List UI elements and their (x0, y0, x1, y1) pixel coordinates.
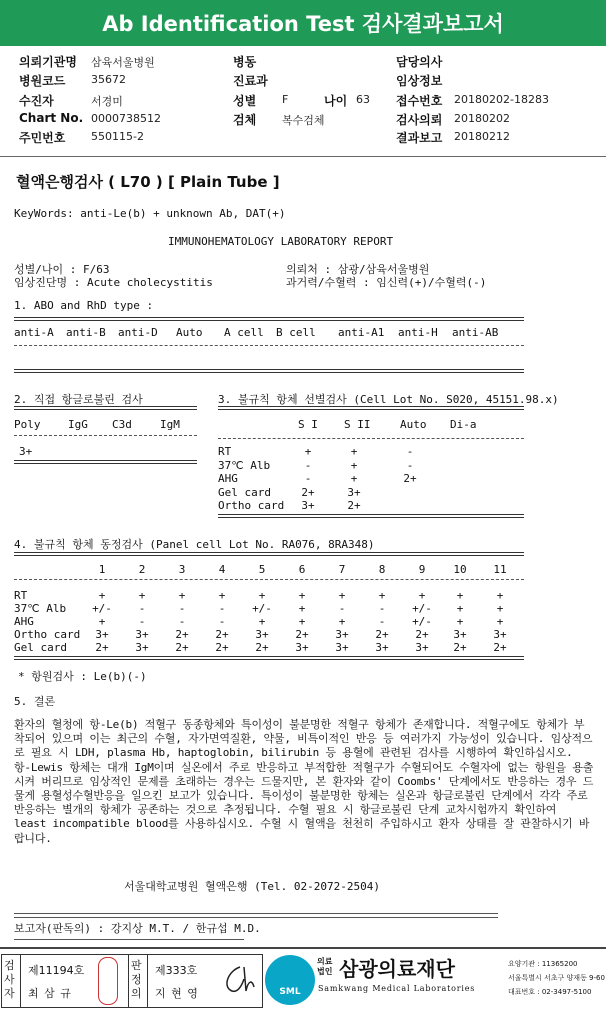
panel-cell: + (456, 589, 464, 602)
panel-cell: - (378, 602, 386, 615)
sex-age: 성별/나이 : F/63 (14, 263, 110, 276)
panel-cell: 3+ (135, 641, 149, 654)
requester: 의뢰처 : 삼광/삼육서울병원 (286, 263, 430, 276)
conclusion-text: 환자의 혈청에 항-Le(b) 적혈구 동종항체와 특이성이 불분명한 적혈구 항체가 존재합니다. 적혈구에도 항체가 부착되어 있으며 이는 최근의 수혈, 자가면역질환, 약물, 비특이적인 반응 등 여러가지 가능성이 있습니다. 임상적으로 필요 시 LDH, plasma Hb, haptoglobin, bilirubin 등 용혈에 관련된 검사를 시행하여 확인하십시오. 항-Lewis 항체는 대개 IgM이며 실온에서 주로 반응하고 부적합한 적혈구가 수혈되어도 수혈자에 없는 항원을 용출시켜 버리므로 임상적인 문제를 초래하는 경우는 드물지만, 본 환자와 같이 Coombs' 단계에서도 반응하는 경우 드물게 용혈성수혈반응을 일으킨 보고가 있습니다. 특이성이 불분명한 항체는 실온과 항글로불린 단계에서 각각 주로 반응하는 별개의 항체가 공존하는 것으로 추정됩니다. 수혈 필요 시 항글로불린 단계 교차시험까지 확인하여 least incompatible blood를 사용하십시오. 수혈 시 혈액을 천천히 주입하시고 환자 상태를 잘 관찰하시기 바랍니다. (14, 718, 594, 845)
panel-cell: + (98, 589, 106, 602)
panel-row-label: AHG (14, 615, 34, 628)
screen-cell: 3+ (347, 485, 361, 499)
screen-cell: - (304, 458, 312, 472)
footer-divider (0, 947, 606, 949)
panel-cell: + (98, 615, 106, 628)
screen-row-label: 37℃ Alb (218, 458, 271, 472)
panel-cell: + (258, 615, 266, 628)
panel-cell: + (138, 589, 146, 602)
section-1-title: 1. ABO and RhD type : (14, 299, 154, 312)
screen-cell: - (406, 445, 414, 458)
screen-cell: 2+ (347, 499, 361, 512)
header-value: 550115-2 (91, 130, 144, 143)
panel-row-label: RT (14, 589, 28, 602)
panel-header: 4 (218, 563, 226, 576)
header-label: 검체 (233, 113, 257, 127)
panel-cell: - (218, 602, 226, 615)
screen-cell: + (350, 458, 358, 472)
abo-header: Auto (176, 326, 203, 339)
panel-row-label: Ortho card (14, 628, 81, 641)
logo-text: SML (279, 987, 301, 997)
abo-rule-mid (14, 345, 524, 346)
panel-rule-bottom (14, 656, 524, 660)
screen-row-label: Ortho card (218, 499, 285, 512)
screen-cell: + (350, 445, 358, 458)
header-value: 20180202 (454, 112, 510, 125)
header-label: 담당의사 (396, 55, 443, 69)
history: 과거력/수혈력 : 임신력(+)/수혈력(-) (286, 276, 487, 289)
phone: 대표번호 : 02-3497-5100 (508, 988, 592, 996)
panel-cell: - (178, 615, 186, 628)
panel-cell: 3+ (295, 641, 309, 654)
org-type-label: 의료 법인 (317, 957, 333, 976)
panel-cell: + (496, 615, 504, 628)
screen-rule-bottom (218, 514, 524, 518)
panel-row-label: 37℃ Alb (14, 602, 67, 615)
panel-cell: - (138, 615, 146, 628)
panel-rule-mid (14, 579, 524, 580)
panel-cell: + (218, 589, 226, 602)
approver-label: 판정의 (131, 959, 142, 1000)
header-label: Chart No. (19, 111, 84, 125)
age-value: 63 (356, 93, 370, 106)
screen-row-label: Gel card (218, 485, 271, 499)
panel-cell: + (338, 615, 346, 628)
panel-row-label: Gel card (14, 641, 67, 654)
header-value: 서경미 (91, 95, 123, 108)
section-4-title: 4. 불규칙 항체 동정검사 (Panel cell Lot No. RA076, 8RA348) (14, 538, 375, 551)
sml-logo-icon (265, 955, 315, 1005)
header-label: 병동 (233, 55, 257, 69)
screen-header: Di-a (450, 418, 477, 431)
screen-cell: - (406, 458, 414, 472)
org-name: 삼광의료재단 (339, 957, 455, 981)
panel-cell: + (298, 589, 306, 602)
header-divider (0, 156, 606, 157)
header-label: 결과보고 (396, 131, 443, 145)
panel-cell: - (338, 602, 346, 615)
exam-title: 혈액은행검사 ( L70 ) [ Plain Tube ] (16, 173, 280, 191)
dat-rule-bottom (14, 460, 197, 464)
header-value: 20180202-18283 (454, 93, 549, 106)
panel-cell: + (298, 602, 306, 615)
dat-rule-mid (14, 435, 197, 436)
panel-cell: 2+ (95, 641, 109, 654)
panel-header: 2 (138, 563, 146, 576)
signature-rule-3 (14, 939, 244, 940)
header-value: 20180212 (454, 130, 510, 143)
screen-rule-top (218, 406, 524, 410)
age-label: 나이 (324, 94, 348, 108)
panel-cell: 2+ (415, 628, 429, 641)
abo-header: B cell (276, 326, 316, 339)
screen-header: S II (344, 418, 371, 431)
tester-label: 검사자 (4, 959, 15, 1000)
panel-cell: 2+ (493, 641, 507, 654)
abo-header: anti-B (66, 326, 106, 339)
header-label: 병원코드 (19, 74, 66, 88)
blood-bank-contact: 서울대학교병원 혈액은행 (Tel. 02-2072-2504) (124, 880, 380, 893)
screen-row-label: AHG (218, 472, 238, 485)
dat-header: IgM (160, 418, 180, 431)
screen-cell: - (304, 472, 312, 485)
signature-rule-1 (14, 913, 498, 914)
header-value: F (282, 93, 289, 106)
abo-header: anti-H (398, 326, 438, 339)
panel-header: 8 (378, 563, 386, 576)
screen-cell: + (350, 472, 358, 485)
panel-cell: 3+ (375, 641, 389, 654)
panel-cell: 2+ (215, 628, 229, 641)
panel-cell: 2+ (375, 628, 389, 641)
panel-cell: 3+ (135, 628, 149, 641)
panel-cell: + (178, 589, 186, 602)
panel-cell: +/- (252, 602, 272, 615)
approver-signature (218, 961, 258, 997)
screen-row-label: RT (218, 445, 232, 458)
panel-cell: +/- (412, 615, 432, 628)
panel-cell: 2+ (295, 628, 309, 641)
panel-cell: + (258, 589, 266, 602)
address: 서울특별시 서초구 양재동 9-60 (508, 974, 605, 982)
header-value: 복수검체 (282, 114, 325, 127)
screen-cell: 3+ (301, 499, 315, 512)
panel-cell: + (456, 615, 464, 628)
panel-cell: 3+ (335, 628, 349, 641)
panel-cell: + (456, 602, 464, 615)
panel-cell: 3+ (493, 628, 507, 641)
screen-cell: 2+ (301, 485, 315, 499)
panel-cell: + (496, 602, 504, 615)
panel-cell: - (138, 602, 146, 615)
section-5-title: 5. 결론 (14, 695, 56, 708)
footer (0, 951, 606, 1010)
abo-header: anti-A (14, 326, 54, 339)
org-english-name: Samkwang Medical Laboratories (318, 984, 476, 993)
panel-cell: 2+ (175, 628, 189, 641)
abo-header: anti-D (118, 326, 158, 339)
panel-cell: 2+ (215, 641, 229, 654)
panel-header: 1 (98, 563, 106, 576)
panel-cell: 3+ (95, 628, 109, 641)
dat-rule-top (14, 406, 197, 410)
header-value: 삼육서울병원 (91, 56, 155, 69)
panel-cell: 2+ (255, 641, 269, 654)
lab-report-title: IMMUNOHEMATOLOGY LABORATORY REPORT (168, 235, 394, 248)
panel-cell: - (378, 615, 386, 628)
panel-header: 9 (418, 563, 426, 576)
panel-cell: - (218, 615, 226, 628)
tester-name: 최 삼 규 (28, 987, 72, 1000)
approver-name: 지 현 영 (155, 987, 199, 1000)
abo-rule-bottom (14, 369, 524, 373)
screen-header: S I (298, 418, 318, 431)
header-label: 임상정보 (396, 74, 443, 88)
report-title: Ab Identification Test 검사결과보고서 (0, 0, 606, 46)
diagnosis: 임상진단명 : Acute cholecystitis (14, 276, 213, 289)
signature-rule-2 (14, 917, 498, 918)
panel-cell: + (298, 615, 306, 628)
screen-header: Auto (400, 418, 427, 431)
panel-cell: 3+ (453, 628, 467, 641)
panel-cell: +/- (92, 602, 112, 615)
panel-cell: 3+ (415, 641, 429, 654)
panel-header: 6 (298, 563, 306, 576)
panel-cell: 3+ (255, 628, 269, 641)
panel-cell: - (178, 602, 186, 615)
tester-seal (98, 957, 118, 1005)
approver-license: 제333호 (155, 964, 198, 977)
screen-cell: + (304, 445, 312, 458)
panel-cell: 2+ (175, 641, 189, 654)
header-label: 수진자 (19, 94, 54, 108)
screen-cell: 2+ (403, 472, 417, 485)
abo-header: A cell (224, 326, 264, 339)
registration-no: 요양기관 : 11365200 (508, 960, 578, 968)
panel-cell: 3+ (335, 641, 349, 654)
dat-header: C3d (112, 418, 132, 431)
tester-license: 제11194호 (28, 964, 85, 977)
dat-header: Poly (14, 418, 41, 431)
keywords: KeyWords: anti-Le(b) + unknown Ab, DAT(+) (14, 207, 286, 220)
header-label: 의뢰기관명 (19, 55, 77, 69)
header-label: 진료과 (233, 74, 268, 88)
abo-header: anti-AB (452, 326, 499, 339)
dat-header: IgG (68, 418, 88, 431)
panel-cell: + (338, 589, 346, 602)
header-label: 성별 (233, 94, 257, 108)
header-label: 주민번호 (19, 131, 66, 145)
antigen-test: * 항원검사 : Le(b)(-) (18, 670, 147, 683)
screen-rule-mid (218, 438, 524, 439)
abo-header: anti-A1 (338, 326, 385, 339)
abo-rule-top (14, 317, 524, 321)
section-2-title: 2. 직접 항글로불린 검사 (14, 393, 143, 406)
panel-header: 5 (258, 563, 266, 576)
panel-header: 7 (338, 563, 346, 576)
reporter: 보고자(판독의) : 강지상 M.T. / 한규섭 M.D. (14, 922, 261, 935)
panel-cell: 2+ (453, 641, 467, 654)
dat-value: 3+ (19, 445, 33, 458)
panel-header: 10 (453, 563, 467, 576)
panel-header: 3 (178, 563, 186, 576)
header-value: 35672 (91, 73, 126, 86)
panel-header: 11 (493, 563, 507, 576)
panel-cell: +/- (412, 602, 432, 615)
panel-cell: + (418, 589, 426, 602)
panel-rule-top (14, 552, 524, 556)
header-label: 검사의뢰 (396, 113, 443, 127)
header-label: 접수번호 (396, 94, 443, 108)
panel-cell: + (378, 589, 386, 602)
header-value: 0000738512 (91, 112, 161, 125)
panel-cell: + (496, 589, 504, 602)
section-3-title: 3. 불규칙 항체 선별검사 (Cell Lot No. S020, 45151.98.x) (218, 393, 559, 406)
